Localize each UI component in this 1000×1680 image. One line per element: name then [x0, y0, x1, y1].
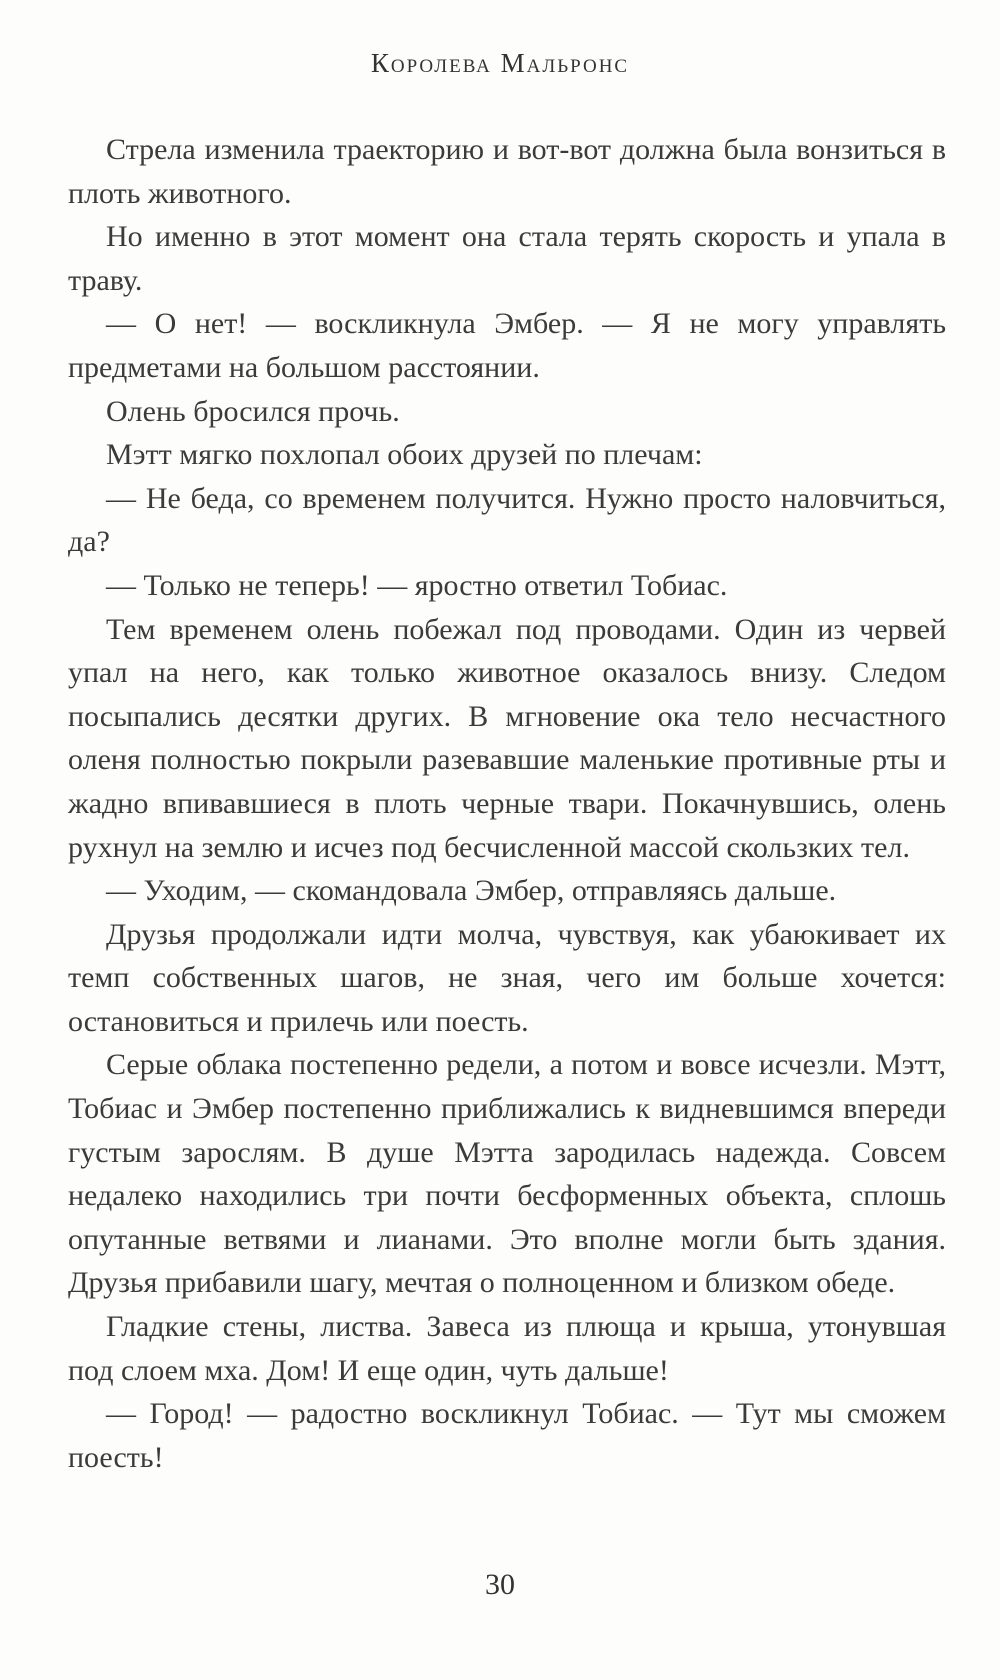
paragraph: Стрела изменила траекторию и вот-вот должна была вонзиться в плоть животного.: [68, 133, 946, 210]
paragraph: Тем временем олень побежал под проводами. Один из червей упал на него, как только животное оказалось внизу. Следом посыпались десятки других. В мгновение ока тело несчастного оленя полностью покрыли разевавшие маленькие противные рты и жадно впивавшиеся в плоть черные твари. Покачнувшись, олень рухнул на землю и исчез под бесчисленной массой скользких тел.: [68, 612, 946, 864]
body-text: [68, 128, 946, 1479]
paragraph: — Уходим, — скомандовала Эмбер, отправляясь дальше.: [106, 874, 837, 908]
paragraph: — Не беда, со временем получится. Нужно просто наловчиться, да?: [68, 481, 946, 559]
paragraph: Серые облака постепенно редели, а потом и вовсе исчезли. Мэтт, Тобиас и Эмбер постепенно приближались к видневшимся впереди густым зарослям. В душе Мэтта зародилась надежда. Совсем недалеко находились три почти бесформенных объекта, сплошь опутанные ветвями и лианами. Это вполне могли быть здания. Друзья прибавили шагу, мечтая о полноценном и близком обеде.: [68, 1048, 946, 1300]
paragraph: — Только не теперь! — яростно ответил Тобиас.: [106, 568, 728, 602]
paragraph: — О нет! — воскликнула Эмбер. — Я не могу управлять предметами на большом расстоянии.: [68, 307, 946, 384]
paragraph: — Город! — радостно воскликнул Тобиас. — Тут мы сможем поесть!: [68, 1397, 946, 1474]
paragraph: Олень бросился прочь.: [106, 394, 400, 428]
paragraph: Мэтт мягко похлопал обоих друзей по плечам:: [106, 438, 703, 472]
running-header: Королева Мальронс: [370, 48, 630, 78]
paragraph: Друзья продолжали идти молча, чувствуя, как убаюкивает их темп собственных шагов, не зная, чего им больше хочется: остановиться и прилечь или поесть.: [68, 917, 946, 1038]
paragraph: Но именно в этот момент она стала терять скорость и упала в траву.: [68, 220, 946, 297]
page-number: 30: [485, 1568, 515, 1601]
paragraph: Гладкие стены, листва. Завеса из плюща и крыша, утонувшая под слоем мха. Дом! И еще один, чуть дальше!: [68, 1310, 946, 1387]
